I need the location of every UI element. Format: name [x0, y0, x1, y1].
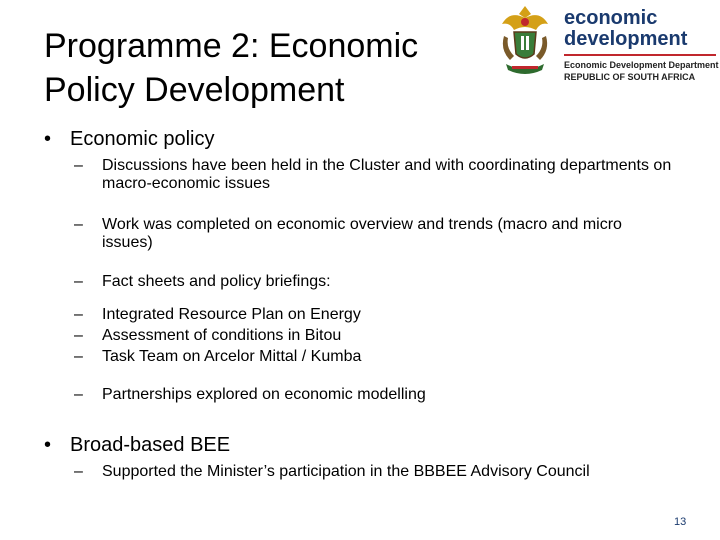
dash-icon: – — [74, 348, 83, 365]
sub-item — [74, 157, 674, 193]
dash-icon: – — [74, 327, 83, 344]
title-line-2: Policy Development — [44, 71, 345, 109]
sub-item — [74, 386, 674, 404]
bullet-icon: • — [44, 434, 52, 456]
sub-item — [74, 216, 674, 252]
sub-item-text: Fact sheets and policy briefings: — [102, 273, 331, 290]
logo-department-name: Economic Development Department — [564, 60, 719, 70]
bullet-text: Economic policy — [70, 128, 215, 150]
sub-item-text: Work was completed on economic overview and trends (macro and micro issues) — [102, 216, 622, 251]
bullet-broad-based-bee — [44, 433, 230, 457]
sub-item-text: Task Team on Arcelor Mittal / Kumba — [102, 348, 362, 365]
dash-icon: – — [74, 463, 83, 480]
slide-title — [44, 24, 484, 112]
sub-item-text: Integrated Resource Plan on Energy — [102, 306, 361, 323]
logo-word-economic: economic — [564, 7, 658, 29]
page-number: 13 — [674, 516, 687, 528]
sub-item-text: Assessment of conditions in Bitou — [102, 327, 342, 344]
sub-item — [74, 306, 674, 324]
bullet-icon: • — [44, 128, 52, 150]
bullet-economic-policy — [44, 127, 215, 151]
coat-of-arms-icon — [496, 2, 554, 76]
sub-item — [74, 463, 674, 481]
dash-icon: – — [74, 157, 83, 174]
dash-icon: – — [74, 216, 83, 233]
sub-item-text: Discussions have been held in the Cluster and with coordinating departments on macro-economic issues — [102, 157, 672, 192]
dash-icon: – — [74, 273, 83, 290]
sub-item — [74, 273, 674, 291]
sub-item — [74, 348, 674, 366]
sub-item — [74, 327, 674, 345]
logo-word-development: development — [564, 28, 688, 50]
dash-icon: – — [74, 306, 83, 323]
sub-item-text: Partnerships explored on economic modelling — [102, 386, 426, 403]
bullet-text: Broad-based BEE — [70, 434, 231, 456]
department-logo — [496, 0, 720, 90]
logo-wordmark — [564, 8, 687, 50]
sub-item-text: Supported the Minister’s participation in the BBBEE Advisory Council — [102, 463, 590, 480]
logo-country-name: REPUBLIC OF SOUTH AFRICA — [564, 72, 696, 82]
title-line-1: Programme 2: Economic — [44, 27, 419, 65]
logo-divider — [564, 54, 716, 56]
dash-icon: – — [74, 386, 83, 403]
